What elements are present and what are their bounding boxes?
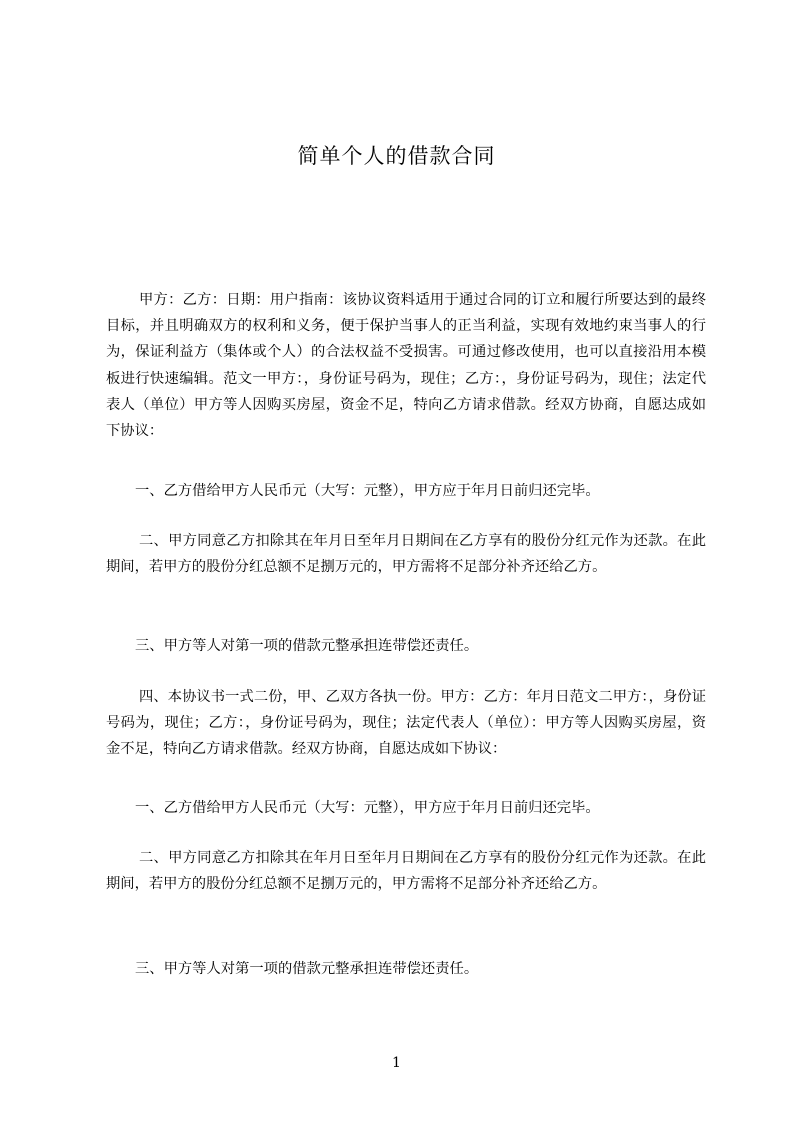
- page-number: 1: [392, 1055, 401, 1071]
- paragraph-clause-4-template-2: 四、本协议书一式二份，甲、乙双方各执一份。甲方：乙方：年月日范文二甲方：，身份证号码为，现住；乙方：，身份证号码为，现住；法定代表人（单位）：甲方等人因购买房屋，资金不足，特向乙方请求借款。经双方协商，自愿达成如下协议：: [106, 689, 706, 758]
- paragraph-clause-1: 一、乙方借给甲方人民币元（大写：元整），甲方应于年月日前归还完毕。: [135, 483, 600, 499]
- paragraph-clause-1-repeat: 一、乙方借给甲方人民币元（大写：元整），甲方应于年月日前归还完毕。: [135, 800, 600, 816]
- paragraph-clause-2: 二、甲方同意乙方扣除其在年月日至年月日期间在乙方享有的股份分红元作为还款。在此期间，若甲方的股份分红总额不足捌万元的，甲方需将不足部分补齐还给乙方。: [106, 533, 706, 576]
- paragraph-clause-3-repeat: 三、甲方等人对第一项的借款元整承担连带偿还责任。: [135, 961, 479, 977]
- document-title: 简单个人的借款合同: [297, 144, 496, 168]
- paragraph-intro: 甲方：乙方：日期：用户指南：该协议资料适用于通过合同的订立和履行所要达到的最终目标，并且明确双方的权利和义务，便于保护当事人的正当利益，实现有效地约束当事人的行为，保证利益方（集体或个人）的合法权益不受损害。可通过修改使用，也可以直接沿用本模板进行快速编辑。范文一甲方：，身份证号码为，现住；乙方：，身份证号码为，现住；法定代表人（单位）甲方等人因购买房屋，资金不足，特向乙方请求借款。经双方协商，自愿达成如下协议：: [106, 292, 706, 440]
- paragraph-clause-2-repeat: 二、甲方同意乙方扣除其在年月日至年月日期间在乙方享有的股份分红元作为还款。在此期间，若甲方的股份分红总额不足捌万元的，甲方需将不足部分补齐还给乙方。: [106, 850, 706, 893]
- paragraph-clause-3: 三、甲方等人对第一项的借款元整承担连带偿还责任。: [135, 638, 479, 654]
